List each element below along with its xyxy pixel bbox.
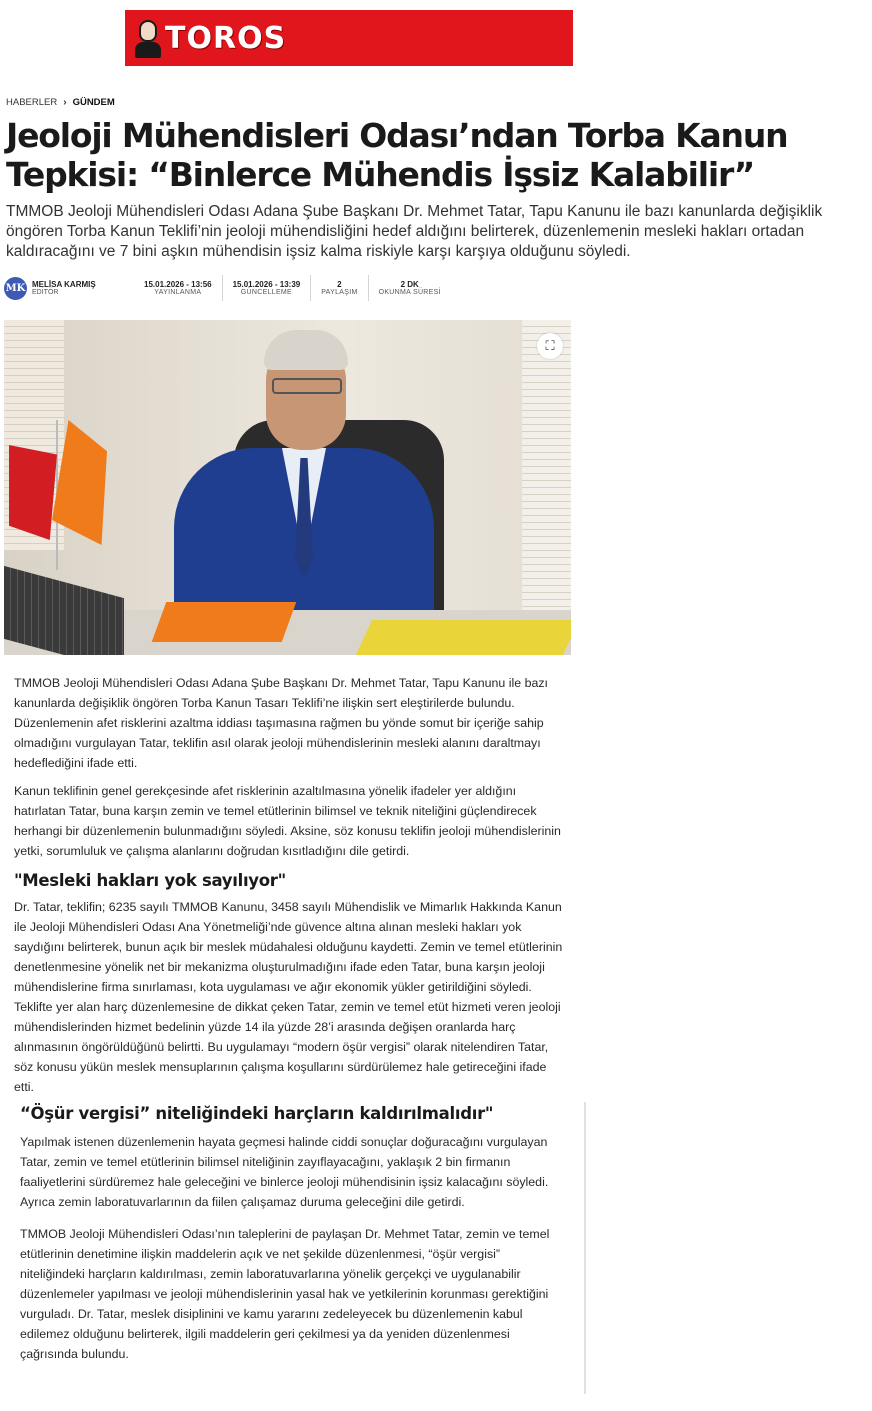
- article-paragraph: Kanun teklifinin genel gerekçesinde afet risklerinin azaltılmasına yönelik ifadeler yer aldığını hatırlatan Tatar, buna karşın zemin ve temel etütlerinin bilimsel ve teknik niteliğini güçlendirecek herhangi bir düzenlemenin bulunmadığını söyledi. Aksine, söz konusu teklifin jeoloji mühendislerinin yetki, sorumluluk ve çalışma alanlarını doğrudan kısıtladığını dile getirdi.: [14, 784, 561, 858]
- breadcrumb: [6, 97, 115, 108]
- meta-published: [134, 275, 222, 301]
- published-label: YAYINLANMA: [154, 289, 202, 296]
- article-paragraph: Yapılmak istenen düzenlemenin hayata geçmesi halinde ciddi sonuçlar doğuracağını vurgulayan Tatar, zemin ve temel etütlerinin bilimsel niteliğinin zayıflayacağını, yaklaşık 2 bin firmanın faaliyetlerini sürdüremez hale geleceğini ve binlerce jeoloji mühendisinin işsiz kalacağını söyledi. Ayrıca zemin laboratuvarlarının da fiilen çalışamaz duruma geleceğini dile getirdi.: [20, 1135, 549, 1209]
- article-paragraph: TMMOB Jeoloji Mühendisleri Odası Adana Şube Başkanı Dr. Mehmet Tatar, Tapu Kanunu ile bazı kanunlarda değişiklik öngören Torba Kanun Tasarı Teklifi’ne ilişkin sert eleştirilerde bulundu. Düzenlemenin afet risklerini azaltma iddiası taşımasına rağmen bu yönde somut bir içeriğe sahip olmadığını vurgulayan Tatar, teklifin asıl olarak jeoloji mühendislerinin mesleki alanını daraltmayı hedeflediğini ifade etti.: [14, 676, 549, 770]
- author-role: EDİTÖR: [32, 289, 59, 296]
- article-paragraph: Dr. Tatar, teklifin; 6235 sayılı TMMOB Kanunu, 3458 sayılı Mühendislik ve Mimarlık Hakkında Kanun ile Jeoloji Mühendisleri Odası Ana Yönetmeliği’nde güvence altına alınan mesleki hakları yok saydığını belirterek, bunun açık bir meslek müdahalesi olduğunu kaydetti. Zemin ve temel etütlerinin denetlenmesine yönelik net bir mekanizma oluşturulmadığını ifade eden Tatar, buna karşın jeoloji mühendislerine firma sınırlaması, kota uygulaması ve ağır ekonomik yükler getirildiğini söyledi. Teklifte yer alan harç düzenlemesine de dikkat çeken Tatar, zemin ve temel etüt hizmeti veren jeoloji mühendislerinden hizmet bedelinin yüzde 14 ila yüzde 28’i arasında değişen oranlarda harç alınmasının öngörüldüğünü belirtti. Bu uygulamayı “modern öşür vergisi” olarak nitelendiren Tatar, söz konusu yükün meslek mensuplarının çalışma koşullarını sürdürülemez hale getireceğini ifade etti.: [14, 900, 563, 1094]
- ataturk-silhouette-icon: [135, 18, 161, 58]
- article-photo[interactable]: [4, 320, 571, 655]
- header-banner[interactable]: [125, 10, 573, 66]
- article-section-box: [14, 1102, 586, 1394]
- article-meta: [4, 274, 564, 302]
- meta-read-time: [368, 275, 451, 301]
- share-count: 2: [337, 280, 342, 289]
- author-name[interactable]: MELİSA KARMIŞ: [32, 280, 96, 289]
- breadcrumb-home[interactable]: HABERLER: [6, 97, 58, 108]
- published-date: 15.01.2026 - 13:56: [144, 280, 212, 289]
- section-heading: “Öşür vergisi” niteliğindeki harçların kaldırılmalıdır": [20, 1104, 494, 1123]
- read-time: 2 DK: [400, 280, 419, 289]
- article-body: [14, 673, 564, 1105]
- avatar[interactable]: MK: [4, 277, 27, 300]
- read-time-label: OKUNMA SÜRESİ: [378, 289, 441, 296]
- meta-shares: [310, 275, 367, 301]
- updated-label: GÜNCELLEME: [240, 289, 293, 296]
- updated-date: 15.01.2026 - 13:39: [232, 280, 301, 289]
- share-label: PAYLAŞIM: [321, 289, 358, 296]
- chevron-right-icon: ›: [63, 97, 67, 108]
- page-title: Jeoloji Mühendisleri Odası’ndan Torba Kanun Tepkisi: “Binlerce Mühendis İşsiz Kalabilir”: [6, 116, 788, 194]
- turkish-flag: [9, 445, 57, 540]
- expand-icon[interactable]: ⛶: [537, 333, 563, 359]
- author-info[interactable]: [32, 280, 112, 296]
- breadcrumb-current[interactable]: GÜNDEM: [72, 97, 115, 108]
- article-summary: TMMOB Jeoloji Mühendisleri Odası Adana Şube Başkanı Dr. Mehmet Tatar, Tapu Kanunu ile bazı kanunlarda değişiklik öngören Torba Kanun Teklifi’nin jeoloji mühendisliğini hedef aldığını belirterek, düzenlemenin mesleki hakları ortadan kaldıracağını ve 7 bini aşkın mühendisin işsiz kalma riskiyle karşı karşıya olduğunu söyledi.: [6, 203, 823, 260]
- brand-logo[interactable]: TOROS: [165, 20, 287, 56]
- meta-updated: [222, 275, 311, 301]
- article-paragraph: TMMOB Jeoloji Mühendisleri Odası’nın taleplerini de paylaşan Dr. Mehmet Tatar, zemin ve temel etütlerinin denetimine ilişkin maddelerin açık ve net şekilde düzenlenmesi, “öşür vergisi” niteliğindeki harçların kaldırılması, zemin laboratuvarlarına yönelik gerçekçi ve uygulanabilir düzenlemeler yapılması ve jeoloji mühendislerinin yasal hak ve yetkilerinin korunması gerektiğini vurguladı. Dr. Tatar, meslek disiplinini ve kamu yararını zedeleyecek bu düzenlemenin kabul edilemez olduğunu belirterek, ilgili maddelerin geri çekilmesi ya da yeniden düzenlenmesi çağrısında bulundu.: [20, 1227, 550, 1361]
- section-heading: "Mesleki hakları yok sayılıyor": [14, 871, 286, 890]
